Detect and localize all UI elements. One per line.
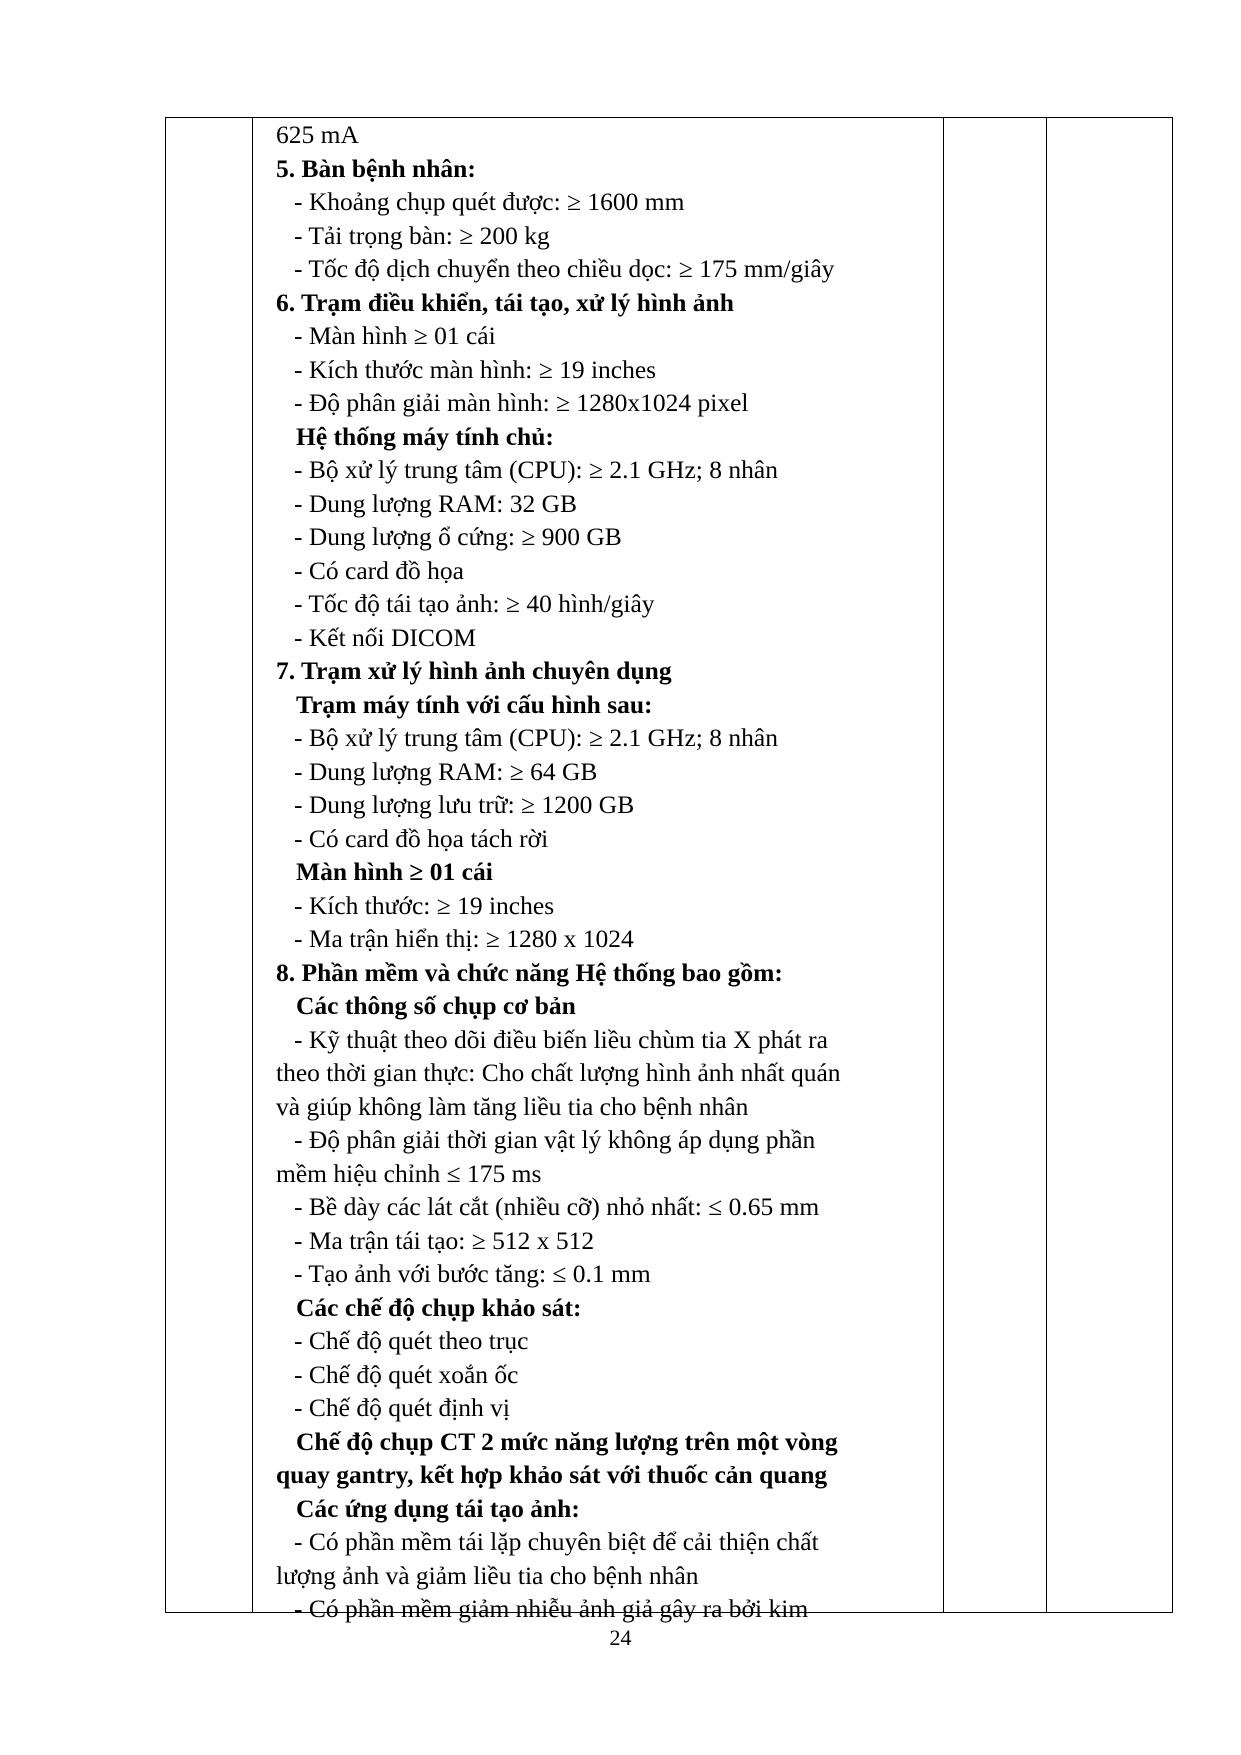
section-heading: Các ứng dụng tái tạo ảnh: bbox=[296, 1493, 580, 1523]
spec-line: - Màn hình ≥ 01 cái bbox=[294, 321, 496, 350]
section-heading: Hệ thống máy tính chủ: bbox=[296, 421, 554, 451]
spec-line: mềm hiệu chỉnh ≤ 175 ms bbox=[276, 1158, 542, 1188]
spec-line: theo thời gian thực: Cho chất lượng hình ảnh nhất quán bbox=[276, 1058, 841, 1087]
section-heading: Màn hình ≥ 01 cái bbox=[296, 857, 493, 886]
specification-cell bbox=[276, 118, 936, 1626]
section-heading: Chế độ chụp CT 2 mức năng lượng trên một vòng bbox=[296, 1426, 838, 1456]
spec-line: - Có card đồ họa tách rời bbox=[294, 823, 549, 853]
spec-line: - Kết nối DICOM bbox=[294, 622, 477, 652]
spec-line: - Kỹ thuật theo dõi điều biến liều chùm tia X phát ra bbox=[294, 1024, 828, 1054]
spec-line: - Tốc độ tái tạo ảnh: ≥ 40 hình/giây bbox=[294, 589, 655, 618]
spec-line: - Có phần mềm giảm nhiễu ảnh giả gây ra bởi kim bbox=[294, 1594, 809, 1623]
spec-line: - Tải trọng bàn: ≥ 200 kg bbox=[294, 220, 550, 250]
section-heading: 7. Trạm xử lý hình ảnh chuyên dụng bbox=[276, 656, 672, 685]
spec-line: - Kích thước: ≥ 19 inches bbox=[294, 890, 555, 920]
spec-line: - Độ phân giải thời gian vật lý không áp dụng phần bbox=[294, 1125, 816, 1154]
page-number: 24 bbox=[609, 1625, 632, 1650]
spec-line: - Độ phân giải màn hình: ≥ 1280x1024 pixel bbox=[294, 388, 749, 417]
section-heading: Trạm máy tính với cấu hình sau: bbox=[296, 689, 653, 719]
spec-line: - Chế độ quét theo trục bbox=[294, 1326, 529, 1355]
spec-line: 625 mA bbox=[276, 120, 359, 149]
spec-line: - Dung lượng RAM: 32 GB bbox=[294, 488, 578, 518]
spec-line: - Tạo ảnh với bước tăng: ≤ 0.1 mm bbox=[294, 1259, 651, 1288]
spec-line: - Chế độ quét xoắn ốc bbox=[294, 1359, 519, 1389]
column-divider bbox=[252, 118, 253, 1612]
spec-line: - Khoảng chụp quét được: ≥ 1600 mm bbox=[294, 187, 685, 216]
spec-line: - Có card đồ họa bbox=[294, 555, 464, 585]
spec-line: - Có phần mềm tái lặp chuyên biệt để cải thiện chất bbox=[294, 1527, 819, 1556]
column-divider bbox=[943, 118, 944, 1612]
spec-line: - Bộ xử lý trung tâm (CPU): ≥ 2.1 GHz; 8 nhân bbox=[294, 455, 778, 484]
spec-line: - Dung lượng lưu trữ: ≥ 1200 GB bbox=[294, 790, 635, 819]
spec-line: - Bề dày các lát cắt (nhiều cỡ) nhỏ nhất: ≤ 0.65 mm bbox=[294, 1192, 820, 1221]
section-heading: 5. Bàn bệnh nhân: bbox=[276, 153, 476, 183]
spec-line: - Ma trận hiển thị: ≥ 1280 x 1024 bbox=[294, 924, 634, 953]
spec-line: - Kích thước màn hình: ≥ 19 inches bbox=[294, 354, 657, 384]
spec-line: - Tốc độ dịch chuyển theo chiều dọc: ≥ 175 mm/giây bbox=[294, 254, 835, 283]
spec-line: - Bộ xử lý trung tâm (CPU): ≥ 2.1 GHz; 8 nhân bbox=[294, 723, 778, 752]
spec-line: lượng ảnh và giảm liều tia cho bệnh nhân bbox=[276, 1560, 699, 1590]
spec-line: - Ma trận tái tạo: ≥ 512 x 512 bbox=[294, 1225, 595, 1255]
column-divider bbox=[1046, 118, 1047, 1612]
section-heading: 8. Phần mềm và chức năng Hệ thống bao gồm: bbox=[276, 957, 783, 987]
spec-line: và giúp không làm tăng liều tia cho bệnh nhân bbox=[276, 1091, 749, 1121]
spec-line: - Dung lượng RAM: ≥ 64 GB bbox=[294, 756, 598, 786]
spec-line: - Chế độ quét định vị bbox=[294, 1393, 511, 1422]
spec-line: - Dung lượng ổ cứng: ≥ 900 GB bbox=[294, 522, 622, 551]
section-heading: 6. Trạm điều khiển, tái tạo, xử lý hình ảnh bbox=[276, 287, 734, 317]
section-heading: Các thông số chụp cơ bản bbox=[296, 991, 576, 1020]
section-heading: quay gantry, kết hợp khảo sát với thuốc cản quang bbox=[276, 1460, 828, 1489]
section-heading: Các chế độ chụp khảo sát: bbox=[296, 1292, 582, 1322]
